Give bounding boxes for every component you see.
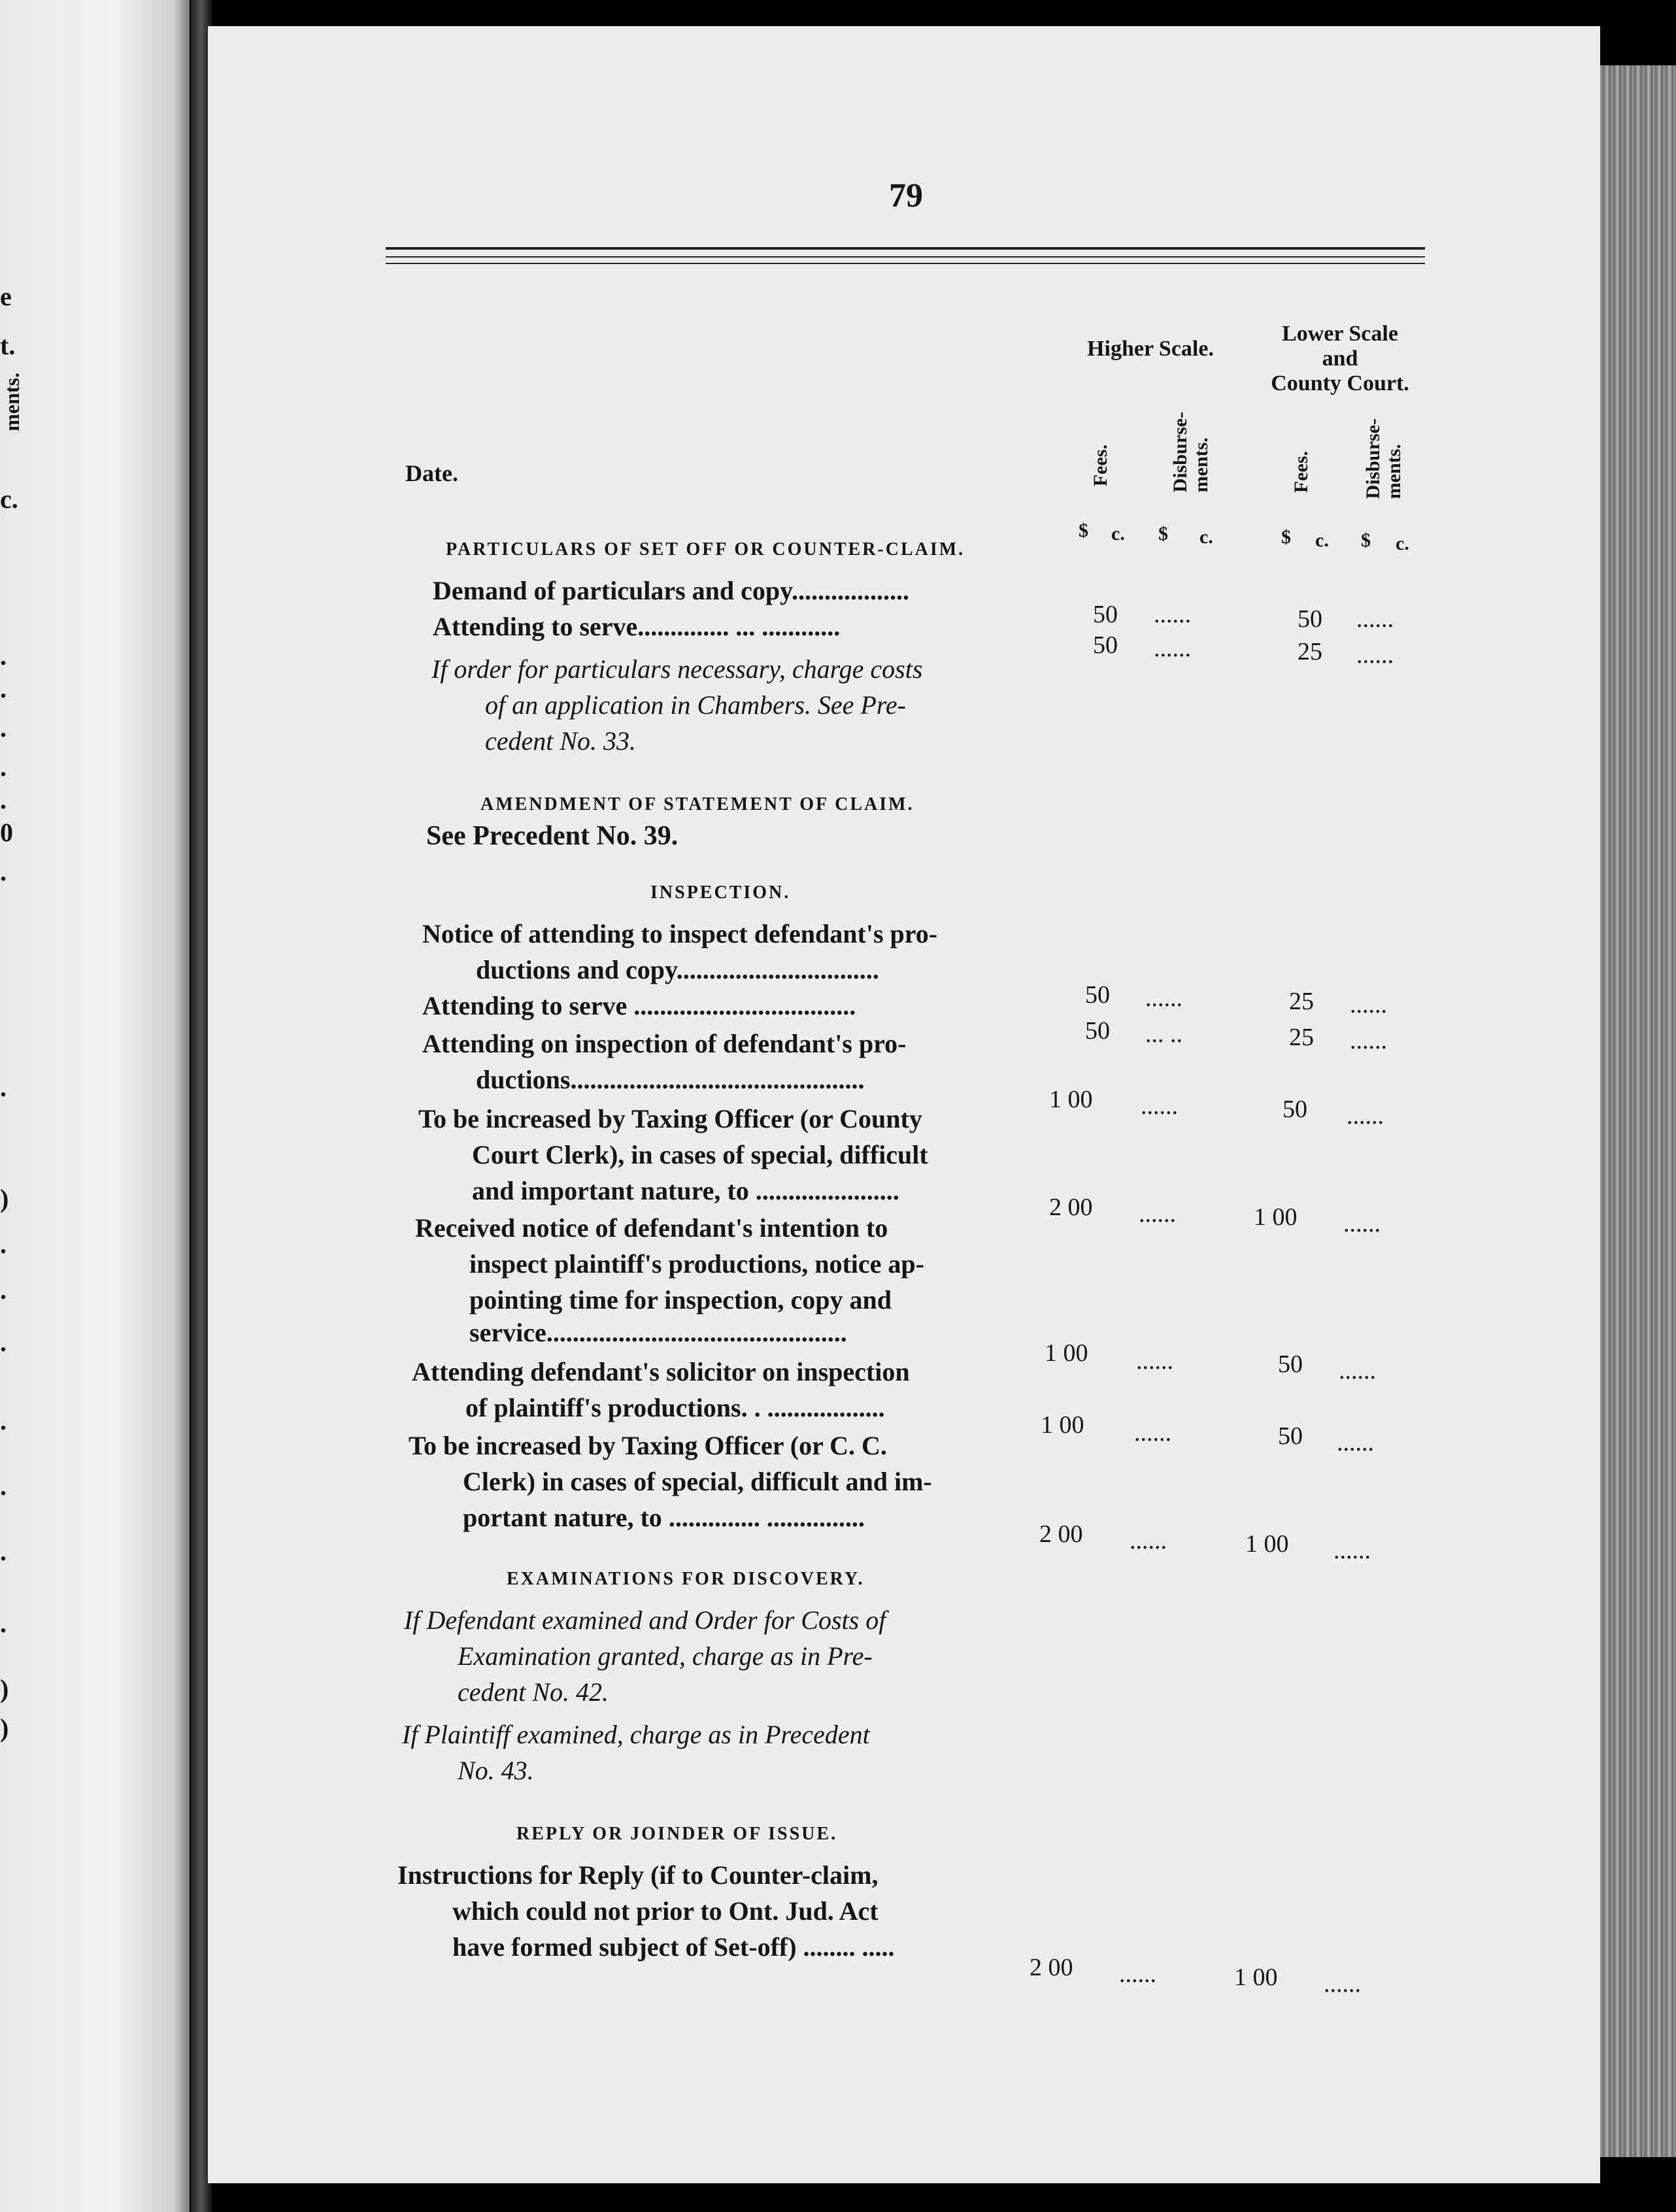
lower-disbursement: ...... <box>1333 1537 1371 1564</box>
entry-line: ductions............................................. <box>476 1065 865 1094</box>
lower-fee: 25 <box>1289 988 1314 1015</box>
entry-text: Demand of particulars and copy <box>433 576 792 605</box>
entry-text: service <box>469 1318 546 1347</box>
lower-disbursement: ...... <box>1350 991 1387 1018</box>
entry-text: Attending to serve <box>433 612 638 641</box>
facing-page-fragment: . <box>0 857 7 886</box>
facing-page-fragment: . <box>0 1537 7 1566</box>
higher-disbursement: ... .. <box>1145 1020 1182 1048</box>
higher-disbursement: ...... <box>1130 1527 1167 1554</box>
lower-fee: 25 <box>1289 1024 1314 1051</box>
lower-scale-line: County Court. <box>1271 371 1409 395</box>
note-line: cedent No. 33. <box>485 726 637 756</box>
facing-page-fragment: e <box>0 282 12 311</box>
header-rule <box>386 256 1425 258</box>
higher-fee: 1 00 <box>1045 1339 1088 1367</box>
facing-page-fragment: . <box>0 641 7 671</box>
note-line: If Plaintiff examined, charge as in Precedent <box>402 1720 870 1749</box>
lower-disbursement: ...... <box>1343 1210 1381 1237</box>
higher-disbursement: ...... <box>1145 984 1182 1012</box>
facing-page-fragment: . <box>0 713 7 743</box>
lower-fee: 1 00 <box>1234 1964 1278 1991</box>
entry-text: Attending to serve <box>422 991 628 1020</box>
disb-line: ments. <box>1190 437 1212 493</box>
section-heading: AMENDMENT OF STATEMENT OF CLAIM. <box>480 794 914 814</box>
entry-line: inspect plaintiff's productions, notice ap- <box>469 1249 924 1279</box>
dollar-sign: $ <box>1079 520 1088 541</box>
cents-label: c. <box>1396 533 1409 554</box>
higher-fee: 50 <box>1093 631 1118 659</box>
facing-page-edge <box>0 0 190 2212</box>
lower-scale-line: Lower Scale <box>1282 322 1398 346</box>
facing-page-fragment: . <box>0 1471 7 1501</box>
cents-label: c. <box>1111 523 1125 545</box>
facing-page-fragment: . <box>0 785 7 814</box>
lower-disbursement: ...... <box>1324 1970 1361 1998</box>
entry-line: which could not prior to Ont. Jud. Act <box>452 1896 879 1926</box>
facing-page-fragment: c. <box>0 484 18 514</box>
note-line: If Defendant examined and Order for Costs of <box>404 1605 886 1635</box>
entry-line: To be increased by Taxing Officer (or C. C. <box>409 1431 887 1460</box>
higher-fee: 2 00 <box>1039 1520 1083 1548</box>
entry-line: service.............................................. <box>469 1318 847 1347</box>
entry-line: Court Clerk), in cases of special, difficult <box>472 1140 928 1169</box>
facing-page-fragment: . <box>0 1073 7 1102</box>
lower-scale-header <box>1249 322 1432 396</box>
entry-text: have formed subject of Set-off) <box>452 1932 797 1962</box>
entry-text: portant nature, to <box>463 1503 662 1532</box>
lower-disbursement: ...... <box>1347 1102 1384 1130</box>
entry-text: and important nature, to <box>472 1176 749 1205</box>
higher-disbursement: ...... <box>1154 635 1191 662</box>
disb-line: ments. <box>1383 444 1405 499</box>
higher-disbursement: ...... <box>1141 1092 1178 1120</box>
higher-fee: 2 00 <box>1030 1954 1073 1981</box>
facing-page-fragment: ments. <box>0 373 24 431</box>
lower-fee: 25 <box>1298 638 1322 665</box>
facing-page-fragment: ) <box>0 1674 9 1703</box>
lower-fee: 50 <box>1278 1350 1303 1378</box>
entry-line: ductions and copy............................... <box>476 955 879 984</box>
section-heading: EXAMINATIONS FOR DISCOVERY. <box>507 1569 865 1589</box>
dollar-sign: $ <box>1361 529 1371 551</box>
section-heading: REPLY OR JOINDER OF ISSUE. <box>516 1824 838 1844</box>
lower-fee: 1 00 <box>1254 1203 1298 1231</box>
facing-page-fragment: . <box>0 1609 7 1638</box>
lower-fees-header: Fees. <box>1290 451 1312 494</box>
higher-disbursement: ...... <box>1136 1347 1173 1375</box>
note-line: of an application in Chambers. See Pre- <box>485 690 906 720</box>
disb-line: Disburse- <box>1169 412 1191 493</box>
section-heading: INSPECTION. <box>650 882 791 903</box>
header-rule <box>386 263 1425 264</box>
higher-fee: 1 00 <box>1041 1411 1084 1439</box>
facing-page-fragment: . <box>0 1230 7 1259</box>
entry-line: have formed subject of Set-off) ........ ..... <box>452 1932 895 1962</box>
entry-line: See Precedent No. 39. <box>426 821 679 851</box>
lower-fee: 1 00 <box>1245 1530 1289 1558</box>
higher-fee: 50 <box>1093 601 1118 628</box>
facing-page-fragment: . <box>0 752 7 782</box>
entry-text: ductions and copy <box>476 955 677 984</box>
higher-fees-header: Fees. <box>1090 444 1111 487</box>
entry-line: of plaintiff's productions. . .................. <box>465 1393 885 1422</box>
higher-disbursement: ...... <box>1154 601 1191 628</box>
higher-fee: 50 <box>1085 1017 1110 1045</box>
entry-line: Instructions for Reply (if to Counter-claim, <box>397 1860 879 1890</box>
higher-disbursement: ...... <box>1139 1200 1176 1228</box>
lower-fee: 50 <box>1278 1422 1303 1450</box>
page-number: 79 <box>889 177 923 214</box>
entry-line: Attending on inspection of defendant's pro- <box>422 1029 907 1058</box>
facing-page-fragment: . <box>0 674 7 703</box>
header-rule <box>386 247 1425 250</box>
dollar-sign: $ <box>1158 523 1168 545</box>
facing-page-fragment: t. <box>0 331 16 360</box>
entry-line: and important nature, to ...................... <box>472 1176 899 1205</box>
entry-line: Received notice of defendant's intention to <box>415 1213 888 1243</box>
entry-line: Clerk) in cases of special, difficult and im- <box>463 1467 932 1496</box>
higher-disbursement: ...... <box>1119 1960 1156 1988</box>
note-line: No. 43. <box>458 1756 534 1785</box>
cents-label: c. <box>1199 526 1213 548</box>
entry-line: Attending to serve.............. ... ............ <box>433 612 841 641</box>
entry-text: ductions <box>476 1065 571 1094</box>
entry-line: Notice of attending to inspect defendant's pro- <box>422 919 938 948</box>
lower-disbursement: ...... <box>1337 1429 1374 1456</box>
entry-text: of plaintiff's productions. <box>465 1393 748 1422</box>
higher-fee: 50 <box>1085 981 1110 1009</box>
higher-fee: 2 00 <box>1049 1194 1093 1221</box>
higher-disbursement: ...... <box>1134 1419 1171 1447</box>
facing-page-fragment: . <box>0 1406 7 1435</box>
cents-label: c. <box>1315 529 1329 551</box>
date-column-header: Date. <box>405 460 458 486</box>
note-line: If order for particulars necessary, charge costs <box>431 654 923 684</box>
facing-page-fragment: . <box>0 1275 7 1305</box>
lower-disbursement: ...... <box>1356 605 1394 633</box>
section-heading: PARTICULARS OF SET OFF OR COUNTER-CLAIM. <box>446 539 965 560</box>
lower-scale-line: and <box>1322 346 1358 371</box>
entry-line: portant nature, to .............. ............... <box>463 1503 865 1532</box>
higher-fee: 1 00 <box>1049 1086 1093 1113</box>
higher-scale-header: Higher Scale. <box>1087 337 1214 361</box>
dollar-sign: $ <box>1281 526 1291 548</box>
lower-fee: 50 <box>1298 605 1322 633</box>
disb-line: Disburse- <box>1362 418 1384 499</box>
lower-disbursement: ...... <box>1356 641 1394 669</box>
lower-disbursement: ...... <box>1339 1357 1376 1384</box>
higher-disbursements-header <box>1170 412 1212 492</box>
entry-line: pointing time for inspection, copy and <box>469 1285 892 1315</box>
facing-page-fragment: 0 <box>0 818 13 847</box>
entry-line: Attending defendant's solicitor on inspection <box>412 1357 910 1386</box>
lower-disbursement: ...... <box>1350 1027 1387 1054</box>
entry-line: Demand of particulars and copy.................. <box>433 576 909 605</box>
facing-page-fragment: ) <box>0 1713 9 1743</box>
entry-line: To be increased by Taxing Officer (or County <box>418 1104 922 1133</box>
entry-line: Attending to serve .................................. <box>422 991 856 1020</box>
page-stack-edge <box>1600 65 1676 2157</box>
lower-fee: 50 <box>1282 1096 1307 1123</box>
note-line: Examination granted, charge as in Pre- <box>458 1641 873 1671</box>
facing-page-fragment: . <box>0 1328 7 1357</box>
facing-page-fragment: ) <box>0 1184 9 1213</box>
note-line: cedent No. 42. <box>458 1677 609 1707</box>
lower-disbursements-header <box>1363 418 1405 499</box>
